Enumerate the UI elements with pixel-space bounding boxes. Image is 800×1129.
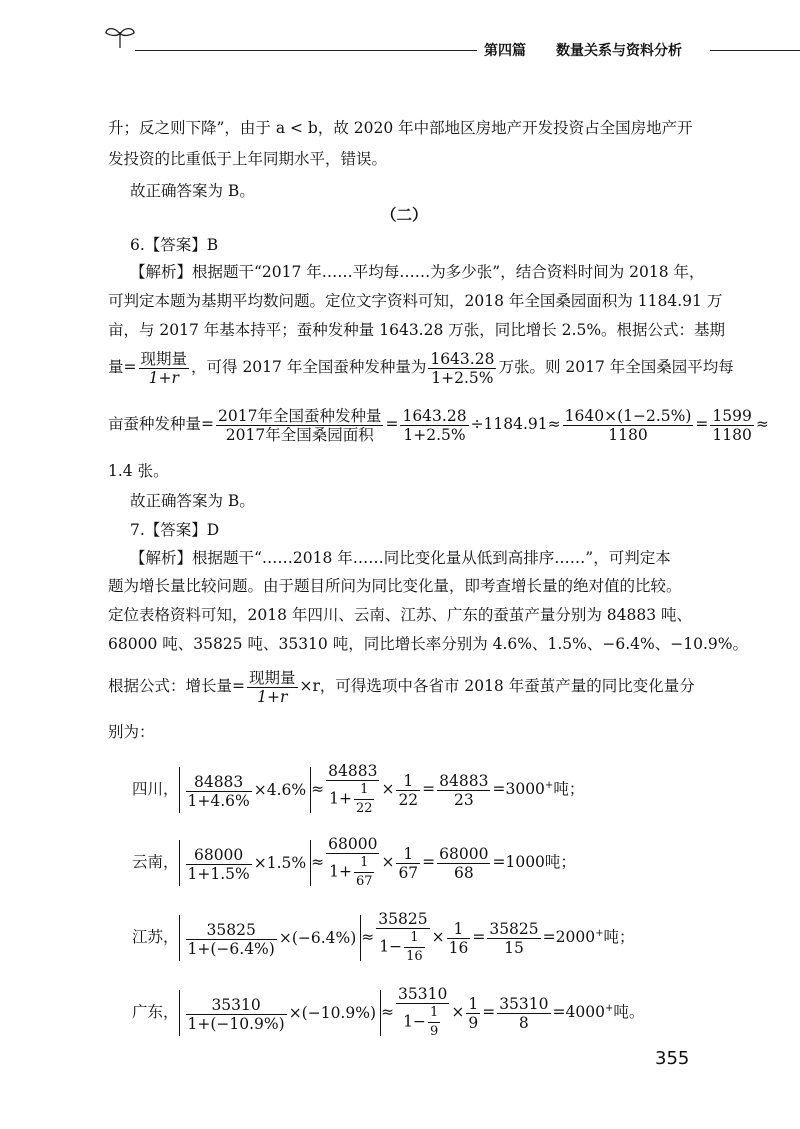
fraction: 84883 1+ $\frac{1}{22}$ [328, 762, 378, 816]
formula-line: 亩蚕种发种量= $\frac{\text{2017年全国蚕种发种量}}{\text{2017年全国桑园面积}}$ = $\frac{1643.28}{1+2.5\%}$ ÷1184.91≈ $\frac{1640\times(1-2.5\%)}{1180}$ = $\frac{1599}{1180}$ ≈ [108, 406, 769, 444]
leaf-logo-icon [103, 24, 137, 50]
fraction: $\frac{35825}{15}$ [489, 919, 539, 957]
fraction: $\frac{1}{16}$ [406, 930, 423, 964]
text-line: 1.4 张。 [108, 462, 169, 480]
fraction: $\frac{35310}{1+(-10.9\%)}$ [187, 995, 285, 1033]
text-line: 升；反之则下降”，由于 a < b，故 2020 年中部地区房地产开发投资占全国房地产开 [108, 119, 693, 137]
text-line: 故正确答案为 B。 [130, 492, 255, 510]
fraction: $\frac{84883}{23}$ [439, 771, 489, 809]
calc-row: 江苏， $\frac{35825}{1+(-6.4\%)}$ ×(−6.4%) ≈ 35825 1− $\frac{1}{16}$ × $\frac{1}{16}$ = $\frac{35825}{15}$ =2000+吨； [132, 910, 635, 964]
fraction: $\frac{1}{9}$ [429, 1005, 439, 1039]
q7-answer: 7.【答案】D [130, 521, 220, 539]
absolute-value: $\frac{68000}{1+1.5\%}$ ×1.5% [179, 840, 312, 886]
text-line: 定位表格资料可知，2018 年四川、云南、江苏、广东的蚕茧产量分别为 84883 吨、 [108, 606, 693, 624]
fraction: $\frac{1}{67}$ [355, 855, 373, 889]
header-rule-left [135, 50, 477, 51]
fraction: $\frac{1640\times(1-2.5\%)}{1180}$ [564, 406, 692, 444]
absolute-value: $\frac{35310}{1+(-10.9\%)}$ ×(−10.9%) [179, 990, 381, 1036]
text-line: 亩，与 2017 年基本持平；蚕种发种量 1643.28 万张，同比增长 2.5%。根据公式：基期 [108, 321, 726, 339]
fraction: $\frac{68000}{68}$ [439, 844, 489, 882]
absolute-value: $\frac{35825}{1+(-6.4\%)}$ ×(−6.4%) [179, 915, 362, 961]
text-line: 发投资的比重低于上年同期水平，错误。 [108, 150, 388, 168]
fraction: $\frac{1}{9}$ [468, 994, 479, 1032]
fraction: $\frac{68000}{1+1.5\%}$ [187, 845, 250, 883]
formula-line: 量= $\frac{\text{现期量}}{1+r}$ ，可得 2017 年全国蚕种发种量为 $\frac{1643.28}{1+2.5\%}$ 万张。则 2017 年全国桑园平均每 [108, 349, 734, 387]
q6-answer: 6.【答案】B [130, 236, 219, 254]
fraction: $\frac{1599}{1180}$ [712, 406, 752, 444]
text-line: 【解析】根据题干“2017 年……平均每……为多少张”，结合资料时间为 2018 年， [130, 263, 705, 281]
fraction: $\frac{1}{67}$ [398, 844, 419, 882]
fraction: $\frac{84883}{1+4.6\%}$ [187, 772, 250, 810]
header-rule-right [710, 50, 800, 51]
header-part: 第四篇 [484, 43, 526, 59]
fraction: 68000 1+ $\frac{1}{67}$ [328, 835, 378, 889]
fraction: $\frac{35310}{8}$ [499, 994, 549, 1032]
fraction: $\frac{\text{2017年全国蚕种发种量}}{\text{2017年全国桑园面积}}$ [218, 406, 382, 444]
formula-line: 根据公式：增长量= $\frac{\text{现期量}}{1+r}$ ×r，可得选项中各省市 2018 年蚕茧产量的同比变化量分 [108, 668, 695, 706]
text-line: 故正确答案为 B。 [130, 182, 255, 200]
text-line: 别为： [108, 723, 155, 741]
calc-row: 四川， $\frac{84883}{1+4.6\%}$ ×4.6% ≈ 84883 1+ $\frac{1}{22}$ × $\frac{1}{22}$ = $\frac{84883}{23}$ =3000+吨； [132, 762, 585, 816]
header-title: 数量关系与资料分析 [556, 43, 682, 59]
fraction: $\frac{1643.28}{1+2.5\%}$ [402, 406, 467, 444]
fraction: $\frac{1}{16}$ [448, 919, 469, 957]
calc-row: 云南， $\frac{68000}{1+1.5\%}$ ×1.5% ≈ 68000 1+ $\frac{1}{67}$ × $\frac{1}{67}$ = $\frac{68000}{68}$ =1000吨； [132, 835, 576, 889]
text-line: 可判定本题为基期平均数问题。定位文字资料可知，2018 年全国桑园面积为 1184.91 万 [108, 292, 723, 310]
text-line: 【解析】根据题干“……2018 年……同比变化量从低到高排序……”，可判定本 [130, 549, 671, 567]
text-line: 题为增长量比较问题。由于题目所问为同比变化量，即考查增长量的绝对值的比较。 [108, 577, 682, 595]
absolute-value: $\frac{84883}{1+4.6\%}$ ×4.6% [179, 767, 312, 813]
fraction: $\frac{1}{22}$ [355, 782, 373, 816]
calc-row: 广东， $\frac{35310}{1+(-10.9\%)}$ ×(−10.9%) ≈ 35310 1− $\frac{1}{9}$ × $\frac{1}{9}$ = $\frac{35310}{8}$ =4000+吨。 [132, 985, 645, 1039]
fraction: $\frac{35825}{1+(-6.4\%)}$ [187, 920, 275, 958]
fraction: $\frac{\text{现期量}}{1+r}$ [140, 349, 188, 387]
fraction: $\frac{1}{22}$ [398, 771, 419, 809]
fraction: $\frac{\text{现期量}}{1+r}$ [249, 668, 296, 706]
fraction: $\frac{1643.28}{1+2.5\%}$ [430, 349, 495, 387]
fraction: 35825 1− $\frac{1}{16}$ [378, 910, 428, 964]
fraction: 35310 1− $\frac{1}{9}$ [398, 985, 448, 1039]
section-heading: （二） [381, 205, 428, 224]
page-number: 355 [655, 1048, 690, 1069]
text-line: 68000 吨、35825 吨、35310 吨，同比增长率分别为 4.6%、1.5%、−6.4%、−10.9%。 [108, 635, 748, 653]
